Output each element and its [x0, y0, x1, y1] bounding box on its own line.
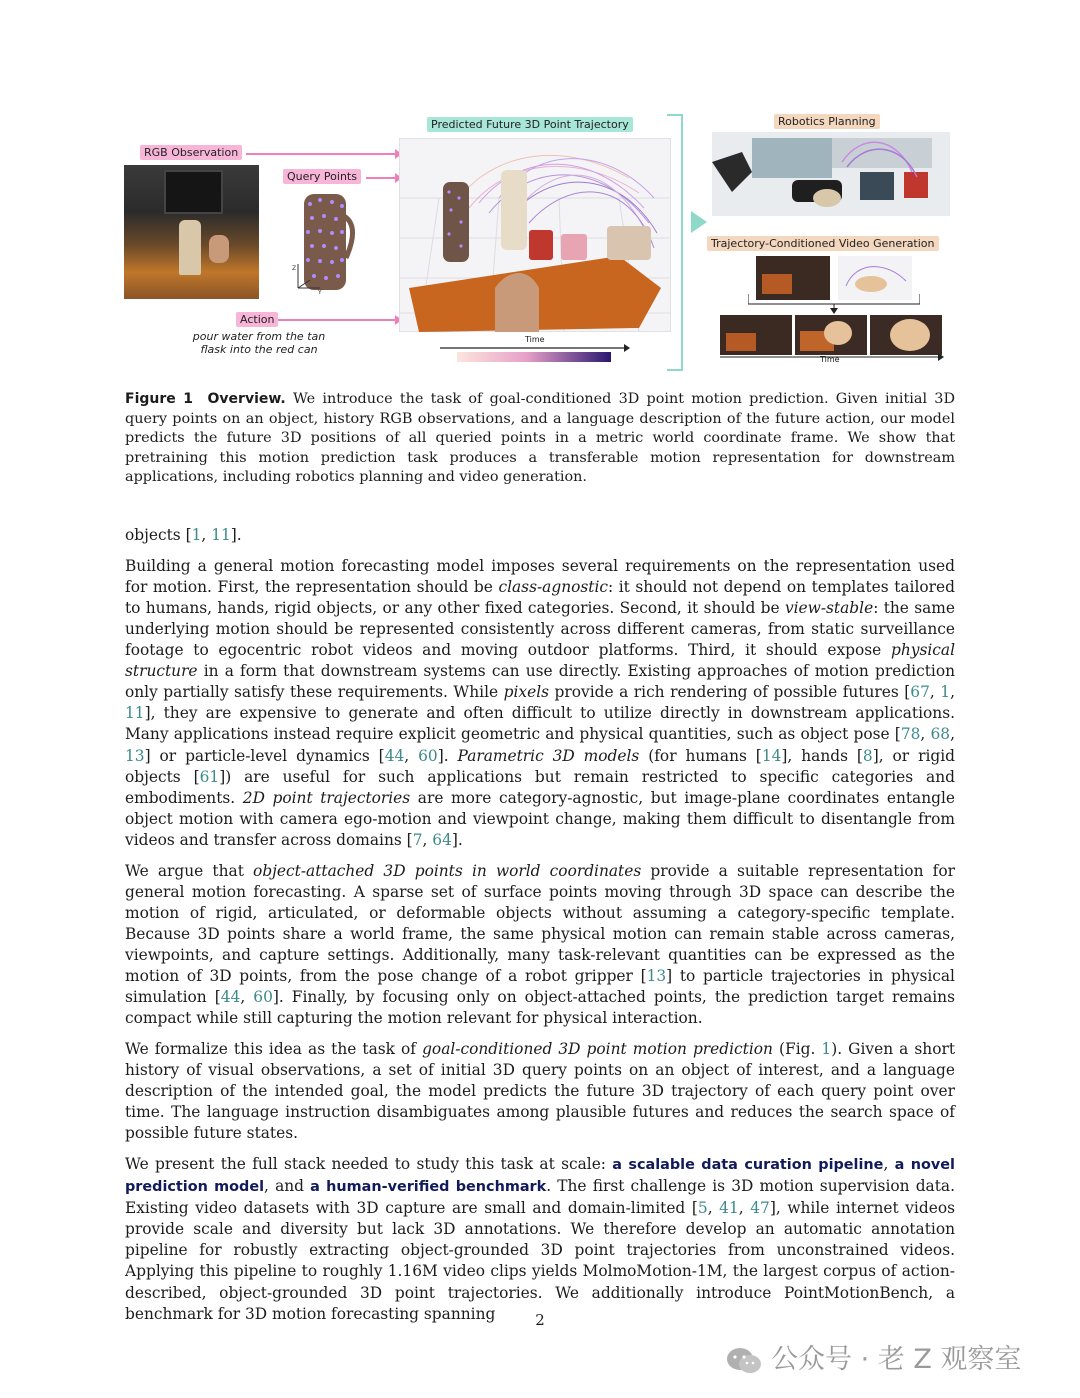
time-arrow-right	[720, 353, 944, 361]
citation-link[interactable]: 1	[940, 683, 951, 702]
trajectory-bracket	[667, 114, 683, 371]
caption-title: Overview.	[207, 391, 286, 407]
caption-text: We introduce the task of goal-conditioned 3D point motion prediction. Given initial 3D query points on an object, history RGB observations, and a language description of the future action, our model predicts the future 3D positions of all queried points in a metric world coordinate frame. We show that pretraining this motion prediction task produces a transferable motion representation for downstream applications, including robotics planning and video generation.	[125, 391, 955, 485]
predicted-trajectory-image	[399, 138, 671, 332]
citation-link[interactable]: 60	[418, 746, 438, 765]
video-generation-tag: Trajectory-Conditioned Video Generation	[707, 236, 939, 251]
svg-text:Z: Z	[292, 265, 297, 272]
body-text	[125, 525, 955, 1334]
action-arrow	[278, 319, 396, 321]
citation-link[interactable]: 13	[125, 746, 145, 765]
video-merge-lines	[748, 294, 920, 314]
axes-gizmo	[290, 260, 330, 296]
citation-link[interactable]: 68	[930, 725, 951, 744]
citation-link[interactable]: 1	[191, 526, 202, 544]
query-points-tag: Query Points	[283, 169, 361, 184]
citation-link[interactable]: 14	[761, 746, 782, 765]
citation-link[interactable]: 8	[862, 746, 873, 765]
citation-link[interactable]: 60	[253, 988, 273, 1007]
paragraph-4: We present the full stack needed to study this task at scale: a scalable data curation pipeline, a novel prediction model, and a human-verified benchmark. The first challenge is 3D motion supervision data. Existing video datasets with 3D capture are small and domain-limited [5, 41, 47], while internet videos provide scale and diversity but lack 3D annotations. We therefore develop an automatic annotation pipeline for robustly extracting object-grounded 3D point trajectories from unconstrained videos. Applying this pipeline to roughly 1.16M video clips yields MolmoMotion-1M, the largest corpus of action-described, object-grounded 3D point trajectories. We additionally introduce PointMotionBench, a benchmark for 3D motion forecasting spanning	[125, 1155, 955, 1323]
generated-video-frames	[720, 315, 944, 355]
rgb-observation-image	[124, 165, 259, 299]
citation-link[interactable]: 44	[384, 746, 405, 765]
time-label-right: Time	[820, 355, 840, 364]
predicted-trajectory-tag: Predicted Future 3D Point Trajectory	[427, 117, 633, 132]
svg-text:Y: Y	[318, 289, 322, 296]
caption-label: Figure 1	[125, 391, 194, 407]
time-gradient-bar	[457, 352, 611, 362]
paragraph-3: We formalize this idea as the task of goal-conditioned 3D point motion prediction (Fig. 1). Given a short history of visual observations, a set of initial 3D query points on an object of interest, and a language description of the intended goal, the model predicts the future 3D trajectory of each query point over time. The language instruction disambiguates among plausible futures and reduces the search space of possible future states.	[125, 1039, 956, 1143]
action-description: pour water from the tan flask into the red can	[192, 330, 326, 356]
citation-link[interactable]: 64	[432, 830, 452, 849]
rgb-observation-tag: RGB Observation	[140, 145, 242, 160]
page-number: 2	[535, 1311, 545, 1329]
rgb-arrow	[246, 153, 396, 155]
query-points-arrow	[366, 177, 396, 179]
paragraph-0: objects [1, 11].	[125, 526, 242, 544]
figure-overview	[120, 108, 960, 368]
citation-link[interactable]: 44	[220, 988, 241, 1007]
citation-link[interactable]: 47	[750, 1199, 770, 1218]
citation-link[interactable]: 67	[910, 683, 930, 702]
time-arrow-center	[440, 344, 630, 352]
time-label-center: Time	[525, 335, 545, 344]
citation-link[interactable]: 7	[412, 830, 423, 849]
robotics-planning-tag: Robotics Planning	[774, 114, 880, 129]
wechat-icon	[725, 1346, 763, 1376]
paragraph-2: We argue that object-attached 3D points in world coordinates provide a suitable representation for general motion forecasting. A sparse set of surface points moving through 3D space can describe the motion of rigid, articulated, or deformable objects without assuming a category-specific template. Because 3D points share a world frame, the same physical motion can remain stable across cameras, viewpoints, and capture settings. Additionally, many task-relevant quantities can be expressed as the motion of 3D points, from the pose change of a robot gripper [13] to particle trajectories in physical simulation [44, 60]. Finally, by focusing only on object-attached points, the prediction target remains compact while still capturing the motion relevant for physical interaction.	[125, 861, 955, 1028]
watermark	[725, 1337, 1021, 1376]
citation-link[interactable]: 11	[125, 704, 145, 723]
figure-caption	[125, 390, 955, 488]
figure-ref-link[interactable]: 1	[821, 1039, 832, 1058]
citation-link[interactable]: 13	[646, 967, 667, 986]
citation-link[interactable]: 41	[719, 1199, 739, 1218]
downstream-arrow	[691, 211, 707, 233]
paragraph-1: Building a general motion forecasting model imposes several requirements on the representation used for motion. First, the representation should be class-agnostic: it should not depend on templates tailored to humans, hands, rigid objects, or any other fixed categories. Second, it should be view-stable: the same underlying motion should be represented consistently across different cameras, from static surveillance footage to egocentric robot videos and moving outdoor platforms. Third, it should expose physical structure in a form that downstream systems can use directly. Existing approaches of motion prediction only partially satisfy these requirements. While pixels provide a rich rendering of possible futures [67, 1, 11], they are expensive to generate and often difficult to utilize directly in downstream applications. Many applications instead require explicit geometric and physical quantities, such as object pose [78, 68, 13] or particle-level dynamics [44, 60]. Parametric 3D models (for humans [14], hands [8], or rigid objects [61]) are useful for such applications but remain restricted to specific categories and embodiments. 2D point trajectories are more category-agnostic, but image-plane coordinates entangle object motion with camera ego-motion and viewpoint change, making them difficult to disentangle from videos and transfer across domains [7, 64].	[125, 556, 956, 849]
citation-link[interactable]: 61	[199, 767, 220, 786]
citation-link[interactable]: 11	[211, 526, 231, 544]
watermark-text: 公众号 · 老 Z 观察室	[771, 1344, 1022, 1375]
robotics-planning-image	[712, 132, 950, 216]
citation-link[interactable]: 78	[900, 725, 921, 744]
action-tag: Action	[236, 312, 278, 327]
citation-link[interactable]: 5	[697, 1199, 708, 1218]
